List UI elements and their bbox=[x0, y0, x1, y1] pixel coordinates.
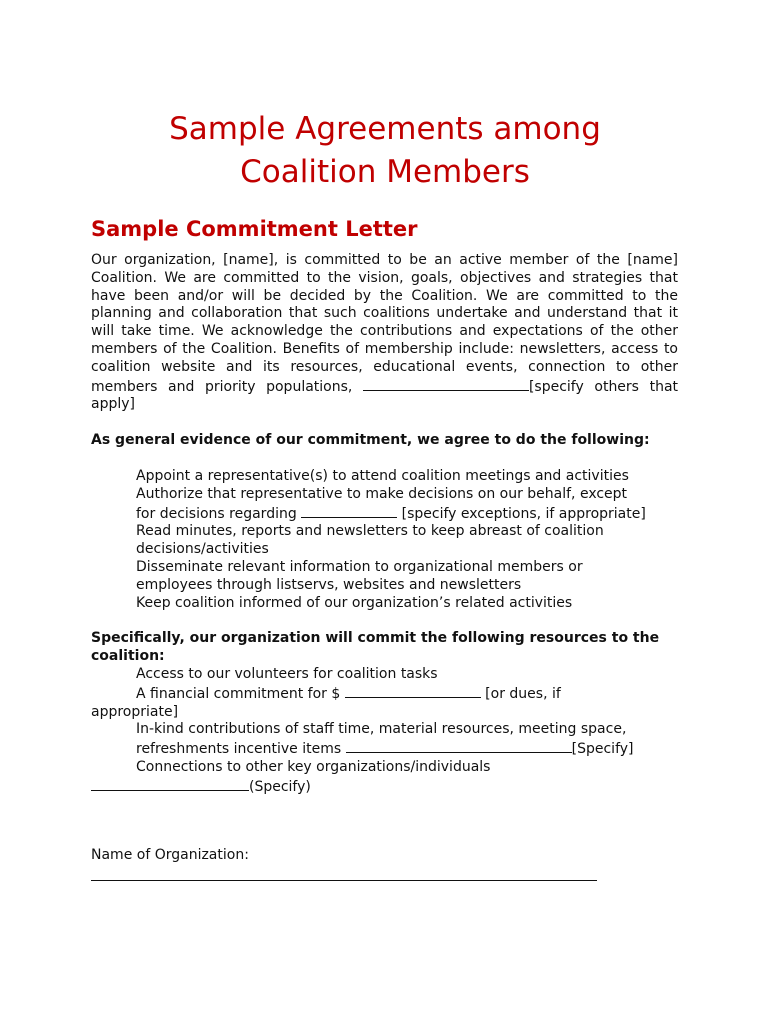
list-item: Connections to other key organizations/individuals bbox=[136, 758, 491, 775]
list-item: employees through listservs, websites and newsletters bbox=[136, 576, 522, 593]
list-item: Disseminate relevant information to organizational members or bbox=[136, 558, 583, 575]
resources-lead: Specifically, our organization will commit the following resources to the coalition: bbox=[91, 630, 660, 664]
list-item: In-kind contributions of staff time, material resources, meeting space, bbox=[136, 721, 627, 738]
organization-name-label: Name of Organization: bbox=[91, 847, 249, 863]
list-item-text: [Specify] bbox=[571, 741, 634, 758]
financial-blank-line bbox=[345, 684, 481, 698]
list-item-text: refreshments incentive items bbox=[136, 741, 342, 758]
list-item-text: A financial commitment for $ bbox=[136, 685, 341, 702]
list-item: Access to our volunteers for coalition tasks bbox=[136, 666, 438, 682]
intro-text: Our organization, [name], is committed to be an active member of the [name] Coalition. We are committed to the vision, goals, objectives and strategies that have been and/or will be decided by the Coalition. We are committed to the planning and collaboration that such coalitions undertake and understand that it will take time. We acknowledge the contributions and expectations of the other members of the Coalition. Benefits of membership include: newsletters, access to coalition website and its resources, educational events, connection to other members and priority populations, bbox=[91, 252, 678, 395]
resources-list bbox=[91, 666, 678, 797]
section-heading: Sample Commitment Letter bbox=[91, 217, 418, 241]
list-item: Keep coalition informed of our organization’s related activities bbox=[136, 594, 573, 611]
commitment-lead: As general evidence of our commitment, we agree to do the following: bbox=[91, 432, 650, 448]
document-title bbox=[0, 108, 770, 194]
intro-blank-line bbox=[363, 377, 529, 391]
list-item-text: (Specify) bbox=[249, 778, 311, 795]
list-item-continuation: appropriate] bbox=[91, 703, 179, 720]
document-title-line-2: Coalition Members bbox=[240, 154, 530, 190]
list-item: Appoint a representative(s) to attend coalition meetings and activities bbox=[136, 468, 629, 484]
intro-tail: [specify others that apply] bbox=[91, 378, 679, 413]
list-item: Read minutes, reports and newsletters to keep abreast of coalition bbox=[136, 523, 604, 540]
list-item bbox=[91, 739, 678, 759]
list-item-text: [or dues, if bbox=[485, 685, 561, 702]
incentive-blank-line bbox=[346, 739, 572, 753]
intro-paragraph bbox=[91, 252, 678, 414]
list-item bbox=[91, 684, 678, 704]
list-item-continuation bbox=[91, 777, 678, 797]
list-item: decisions/activities bbox=[136, 541, 269, 558]
list-item bbox=[91, 504, 678, 524]
list-item: Authorize that representative to make decisions on our behalf, except bbox=[136, 485, 628, 502]
list-item-text: for decisions regarding bbox=[136, 505, 297, 522]
exceptions-blank-line bbox=[301, 504, 397, 518]
organization-name-line[interactable] bbox=[91, 880, 597, 881]
document-title-line-1: Sample Agreements among bbox=[169, 111, 601, 147]
specify-blank-line bbox=[91, 777, 249, 791]
commitment-list bbox=[91, 468, 678, 612]
list-item-text: [specify exceptions, if appropriate] bbox=[401, 505, 646, 522]
